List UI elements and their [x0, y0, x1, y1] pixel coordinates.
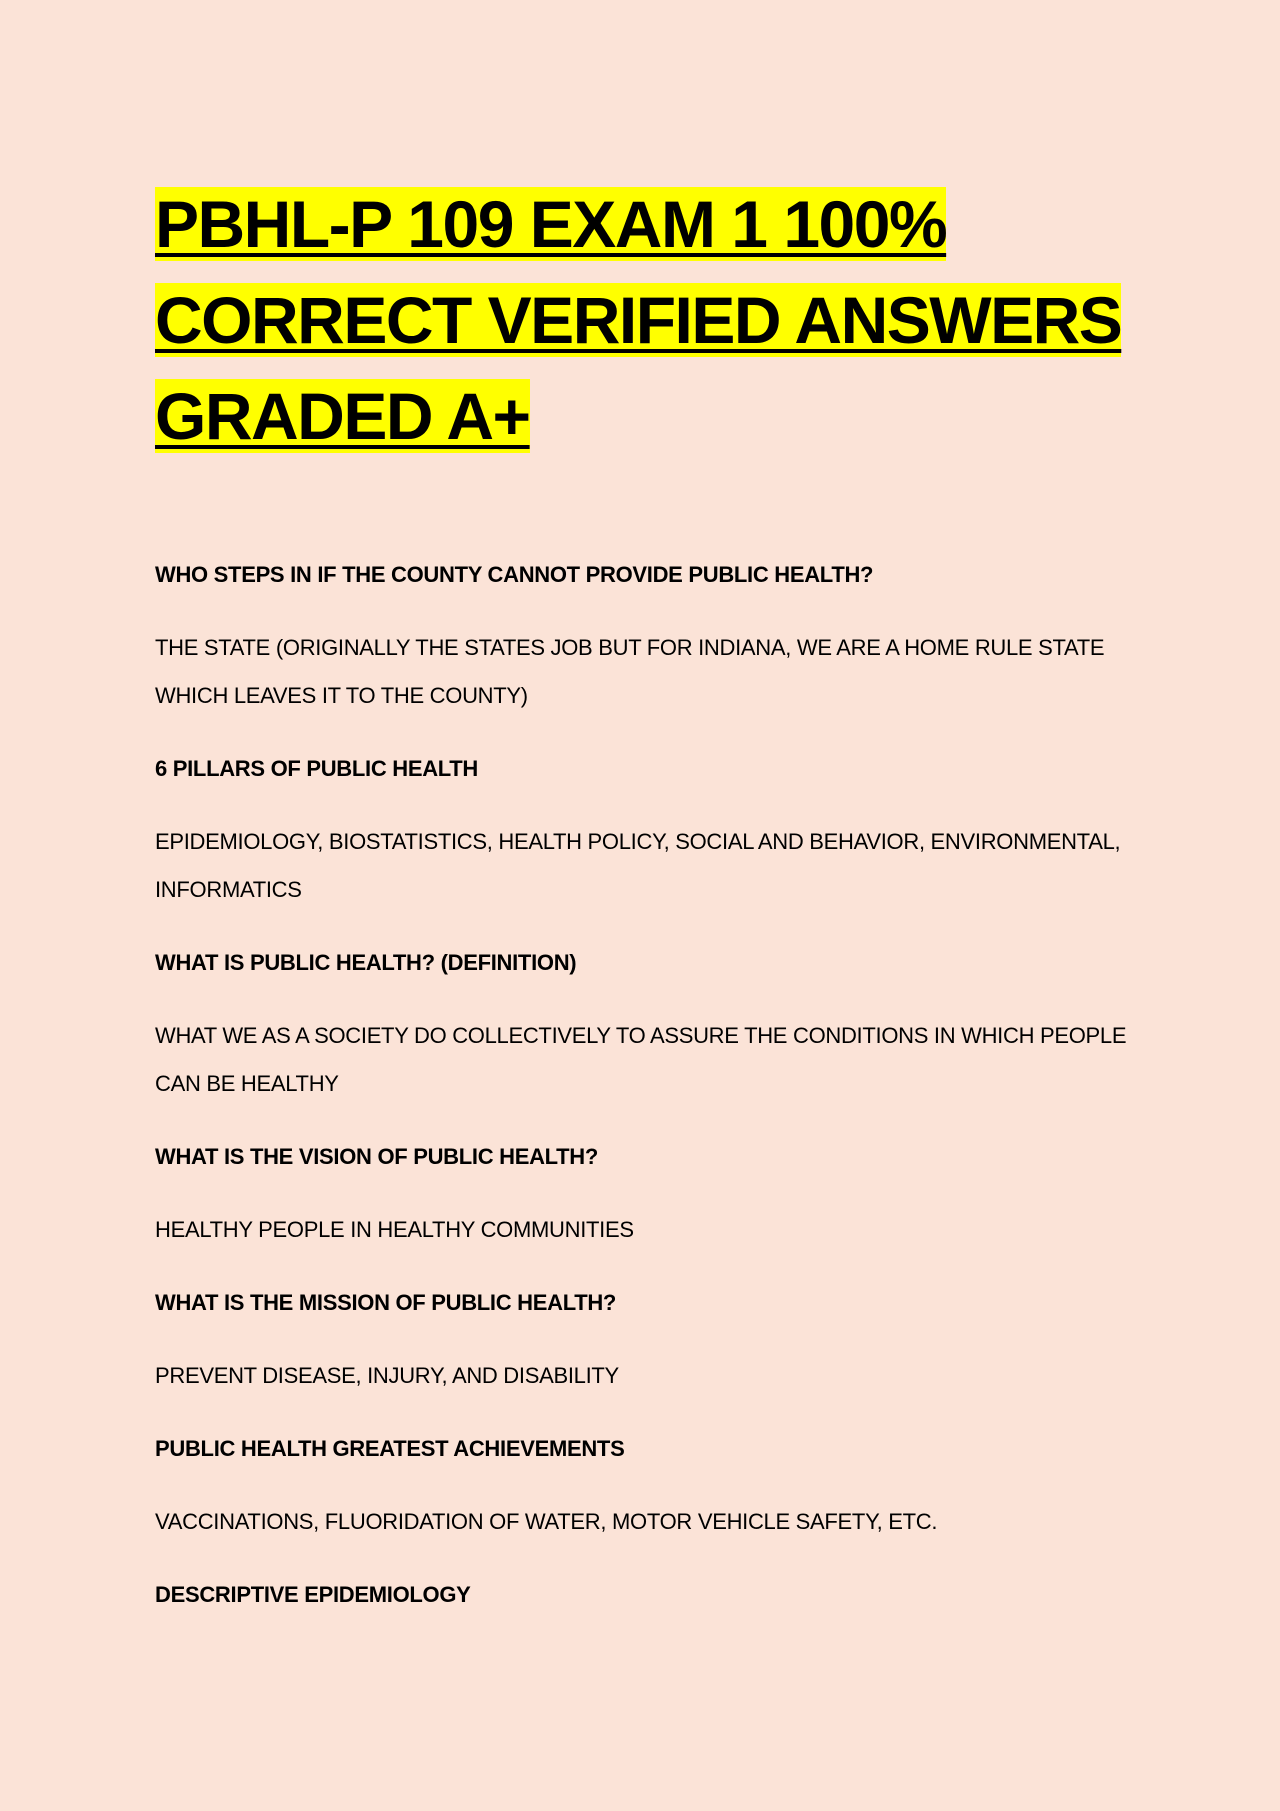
answer-text: PREVENT DISEASE, INJURY, AND DISABILITY	[155, 1363, 619, 1388]
document-title	[155, 176, 1135, 464]
question-answer-list	[155, 560, 1130, 1653]
title-line: CORRECT VERIFIED ANSWERS	[155, 283, 1122, 357]
title-line: PBHL-P 109 EXAM 1 100%	[155, 187, 947, 261]
question-text: PUBLIC HEALTH GREATEST ACHIEVEMENTS	[155, 1436, 625, 1461]
question-text: DESCRIPTIVE EPIDEMIOLOGY	[155, 1582, 471, 1607]
question-text: 6 PILLARS OF PUBLIC HEALTH	[155, 756, 479, 781]
title-line: GRADED A+	[155, 379, 530, 453]
answer-text: THE STATE (ORIGINALLY THE STATES JOB BUT FOR INDIANA, WE ARE A HOME RULE STATE WHICH LEAVES IT TO THE COUNTY)	[155, 635, 1105, 708]
answer-text: EPIDEMIOLOGY, BIOSTATISTICS, HEALTH POLICY, SOCIAL AND BEHAVIOR, ENVIRONMENTAL, INFORMATICS	[155, 829, 1121, 902]
question-text: WHAT IS THE VISION OF PUBLIC HEALTH?	[155, 1144, 599, 1169]
answer-text: VACCINATIONS, FLUORIDATION OF WATER, MOTOR VEHICLE SAFETY, ETC.	[155, 1509, 938, 1534]
answer-text: HEALTHY PEOPLE IN HEALTHY COMMUNITIES	[155, 1217, 634, 1242]
question-text: WHO STEPS IN IF THE COUNTY CANNOT PROVIDE PUBLIC HEALTH?	[155, 562, 874, 587]
answer-text: WHAT WE AS A SOCIETY DO COLLECTIVELY TO ASSURE THE CONDITIONS IN WHICH PEOPLE CAN BE HEALTHY	[155, 1023, 1127, 1096]
question-text: WHAT IS PUBLIC HEALTH? (DEFINITION)	[155, 950, 577, 975]
question-text: WHAT IS THE MISSION OF PUBLIC HEALTH?	[155, 1290, 617, 1315]
